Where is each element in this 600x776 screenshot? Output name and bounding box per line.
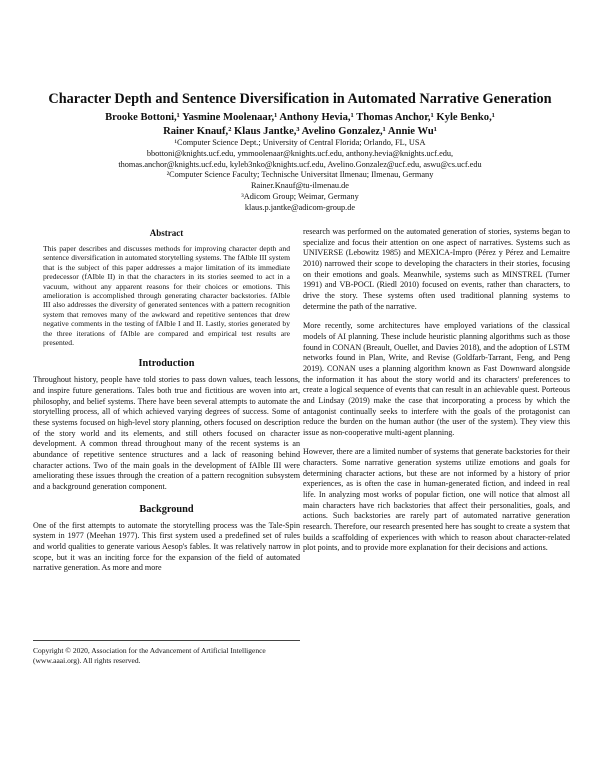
introduction-heading: Introduction [138,358,195,370]
affiliations [20,138,580,214]
affiliation-line: ²Computer Science Faculty; Technische Universitat Ilmenau; Ilmenau, Germany [166,170,434,180]
affiliation-line: thomas.anchor@knights.ucf.edu, kyleb3nko@knights.ucf.edu, Avelino.Gonzalez@ucf.edu, aswu@cs.ucf.edu [118,159,482,169]
left-column [33,227,300,574]
author-line: Rainer Knauf,² Klaus Jantke,³ Avelino Gonzalez,¹ Annie Wu¹ [163,125,437,137]
abstract-text: This paper describes and discusses methods for improving character depth and sentence diversification in automated storytelling systems. The fAIble III system that is the subject of this paper addresses a major limitation of its immediate predecessor (fAIble II) in that the characters in its stories seemed to act in a vacuum, without any apparent reasons for their choices or emotions. This amelioration is accomplished through generating character backstories. fAIble III also addresses the diversity of generated sentences with a pattern recognition system that removes many of the awkward and repetitive sentences that drew negative comments in the testing of fAIble I and II. Lastly, stories generated by the three iterations of fAIble are compared and empirical test results are presented. [43,244,290,348]
background-heading: Background [139,503,194,515]
introduction-text: Throughout history, people have told stories to pass down values, teach lessons, and inspire future generations. Tales both true and fictitious are woven into art, philosophy, and belief systems. There have been several attempts to automate the storytelling process, all of which achieved varying degrees of success. Some of these systems focused on high-level story planning, others focused on description of the story world and its elements, and still others focused on character development. A common thread throughout many of the recent systems is an abundance of repetitive sentence structures and a lack of reasoning behind character actions. Two of the main goals in the development of fAIble III were ameliorating these issues through the creation of a pattern recognition subsystem and a background generation component. [33,375,300,492]
affiliation-line: klaus.p.jantke@adicom-group.de [244,202,356,212]
body-paragraph: However, there are a limited number of systems that generate backstories for their characters. Some narrative generation systems utilize emotions and goals for determining character actions, but these are not informed by a history of prior experiences, as is often the case in human-generated fiction, and indeed in real life. In analyzing most works of popular fiction, one will notice that almost all main characters have rich backstories that affect their personalities, goals, and actions. Such backstories are rarely part of automated narrative generation research. Therefore, our research presented here has sought to create a system that builds a scaffolding of experiences with which to reason about character-related plot points, and to provide more explanation for their decisions and actions. [303,447,570,553]
body-paragraph: research was performed on the automated generation of stories, systems began to specialize and focus their attention on one aspect of narratives. Systems such as UNIVERSE (Lebowitz 1985) and MEXICA-Impro (Pérez y Pérez and Lemaitre 2010) narrowed their scope to developing the characters in their stories, focusing on their emotions and goals. Meanwhile, systems such as MINSTREL (Turner 1991) and VB-POCL (Riedl 2010) focused on events, rather than characters, to drive the story. These systems often used traditional planning systems to determine the path of the narrative. [303,227,570,311]
paper-title: Character Depth and Sentence Diversification in Automated Narrative Generation [48,91,552,107]
right-column [303,227,570,563]
affiliation-line: bbottoni@knights.ucf.edu, ymmoolenaar@knights.ucf.edu, anthony.hevia@knights.ucf.edu, [146,148,454,158]
abstract-heading: Abstract [149,228,184,238]
author-list [20,111,580,138]
body-paragraph: More recently, some architectures have employed variations of the classical models of AI planning. These include heuristic planning algorithms such as those found in CONAN (Breault, Ouellet, and Davies 2018), and the adoption of LSTM networks found in Plan, Write, and Revise (Goldfarb-Tarrant, Feng, and Peng 2019). CONAN uses a planning algorithm known as Fast Downward alongside the information it has about the story world and its characters' preferences to create a logical sequence of events that can result in an achievable quest. Porteous and Lindsay (2019) make the case that incorporating a process by which the antagonist continually seeks to interfere with the goals of the protagonist can reduce the burden on the human author (the user of the system). They view this issue as non-cooperative multi-agent planning. [303,321,570,437]
affiliation-line: Rainer.Knauf@tu-ilmenau.de [251,181,349,191]
author-line: Brooke Bottoni,¹ Yasmine Moolenaar,¹ Anthony Hevia,¹ Thomas Anchor,¹ Kyle Benko,¹ [105,112,495,123]
background-text: One of the first attempts to automate the storytelling process was the Tale-Spin system in 1977 (Meehan 1977). This first system used a predefined set of rules and world qualities to generate various Aesop's fables. It was relatively narrow in scope, but it was an inciting force for the expansion of the field of automated narrative generation. As more and more [33,520,300,573]
copyright-notice: Copyright © 2020, Association for the Advancement of Artificial Intelligence (www.aaai.org). All rights reserved. [33,640,300,665]
affiliation-line: ¹Computer Science Dept.; University of Central Florida; Orlando, FL, USA [174,138,426,147]
affiliation-line: ³Adicom Group; Weimar, Germany [241,191,359,201]
